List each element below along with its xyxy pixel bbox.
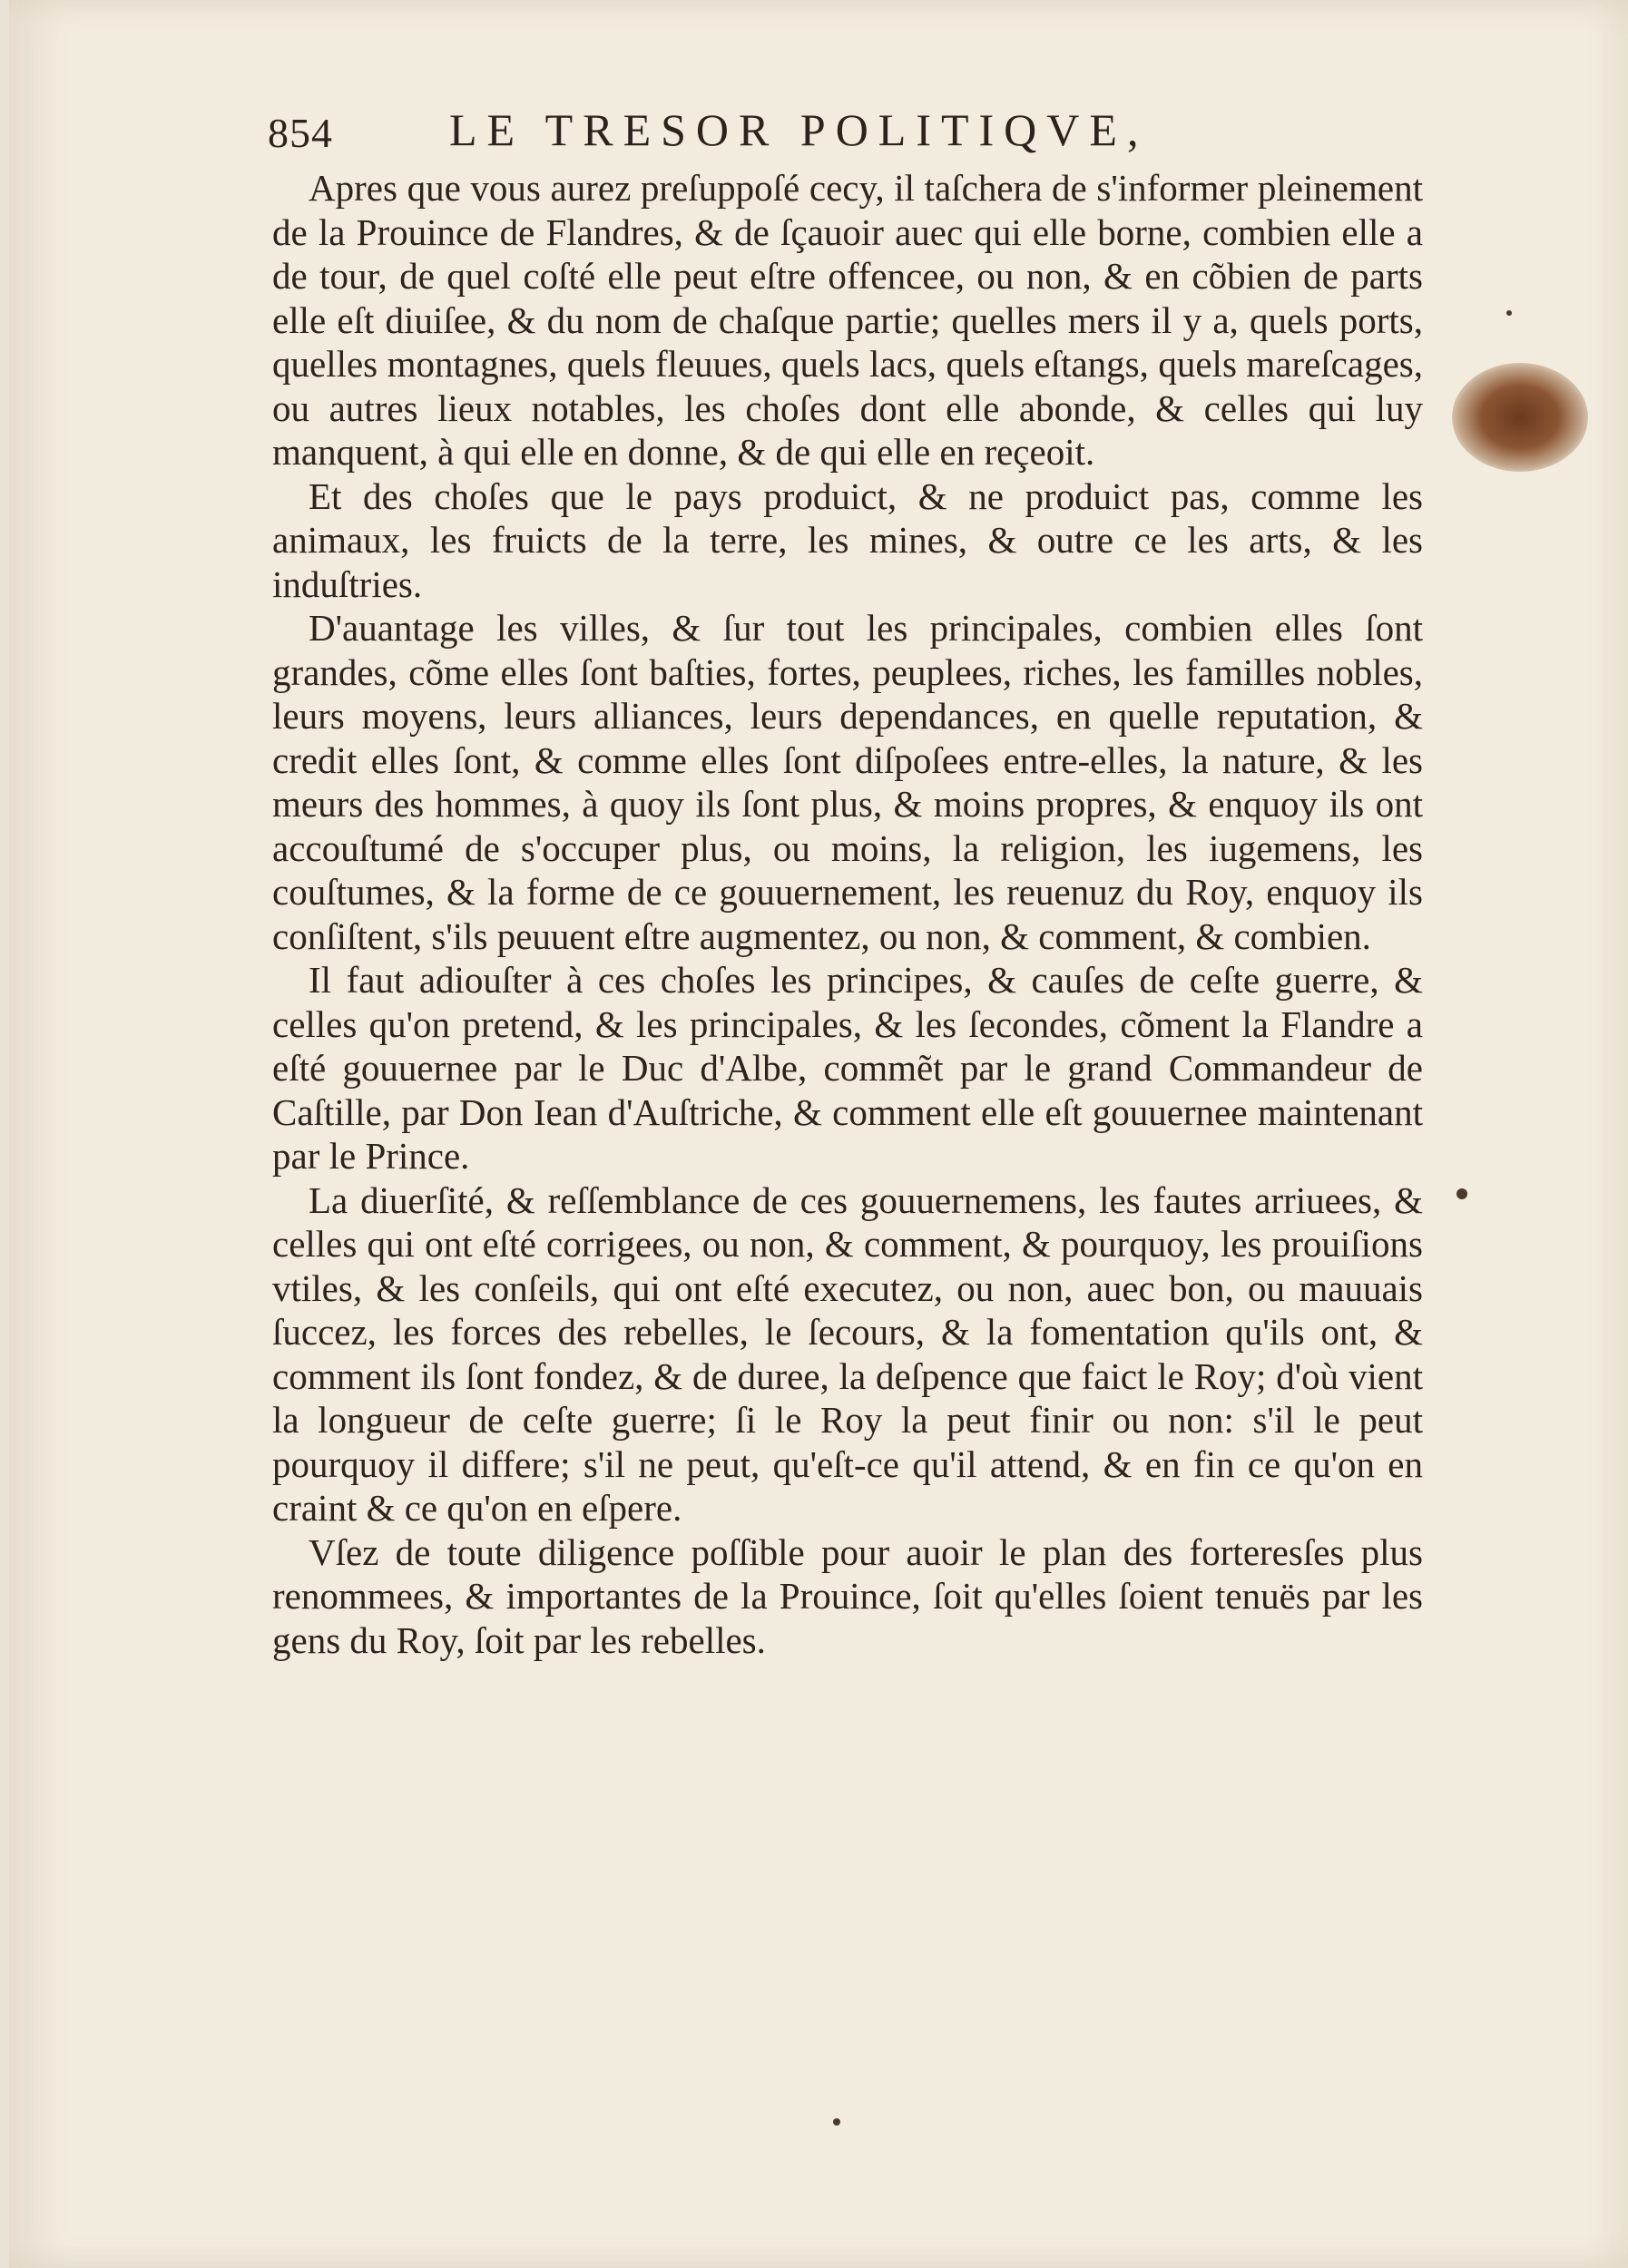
paragraph: La diuerſité, & reſſemblance de ces gouuernemens, les fautes arriuees, & celles qui ont eſté corrigees, ou non, & comment, & pourquoy, les prouiſions vtiles, & les conſeils, qui ont eſté executez, ou non, auec bon, ou mauuais ſuccez, les forces des rebelles, le ſecours, & la fomentation qu'ils ont, & comment ils ſont fondez, & de duree, la deſpence que faict le Roy; d'où vient la longueur de ceſte guerre; ſi le Roy la peut finir ou non: s'il le peut pourquoy il differe; s'il ne peut, qu'eſt-ce qu'il attend, & en fin ce qu'on en craint & ce qu'on en eſpere.	[272, 1178, 1423, 1529]
paragraph: D'auantage les villes, & ſur tout les principales, combien elles ſont grandes, cõme elles ſont baſties, fortes, peuplees, riches, les familles nobles, leurs moyens, leurs alliances, leurs dependances, en quelle reputation, & credit elles ſont, & comme elles ſont diſpoſees entre-elles, la nature, & les meurs des hommes, à quoy ils ſont plus, & moins propres, & enquoy ils ont accouſtumé de s'occuper plus, ou moins, la religion, les iugemens, les couſtumes, & la forme de ce gouuernement, les reuenuz du Roy, enquoy ils conſiſtent, s'ils peuuent eſtre augmentez, ou non, & comment, & combien.	[272, 607, 1423, 957]
ink-speck	[833, 2118, 840, 2126]
page-number: 854	[268, 110, 333, 156]
ink-stain	[1452, 363, 1588, 472]
paragraph: Apres que vous aurez preſuppoſé cecy, il taſchera de s'informer pleinement de la Prouince de Flandres, & de ſçauoir auec qui elle borne, combien elle a de tour, de quel coſté elle peut eſtre offencee, ou non, & en cõbien de parts elle eſt diuiſee, & du nom de chaſque partie; quelles mers il y a, quels ports, quelles montagnes, quels fleuues, quels lacs, quels eſtangs, quels mareſcages, ou autres lieux notables, les choſes dont elle abonde, & celles qui luy manquent, à qui elle en donne, & de qui elle en reçeoit.	[272, 167, 1423, 473]
paragraph: Il faut adiouſter à ces choſes les principes, & cauſes de ceſte guerre, & celles qu'on pretend, & les principales, & les ſecondes, cõment la Flandre a eſté gouuernee par le Duc d'Albe, commẽt par le grand Commandeur de Caſtille, par Don Iean d'Auſtriche, & comment elle eſt gouuernee maintenant par le Prince.	[272, 959, 1423, 1177]
running-title: LE TRESOR POLITIQVE,	[449, 104, 1149, 155]
page-header	[268, 100, 1420, 172]
paragraph: Et des choſes que le pays produict, & ne produict pas, comme les animaux, les fruicts de la terre, les mines, & outre ce les arts, & les induſtries.	[272, 474, 1423, 605]
paragraph: Vſez de toute diligence poſſible pour auoir le plan des forteresſes plus renommees, & importantes de la Prouince, ſoit qu'elles ſoient tenuës par les gens du Roy, ſoit par les rebelles.	[272, 1530, 1423, 1661]
body-text	[272, 166, 1423, 1662]
ink-speck	[1456, 1188, 1467, 1199]
ink-speck	[1506, 310, 1512, 316]
